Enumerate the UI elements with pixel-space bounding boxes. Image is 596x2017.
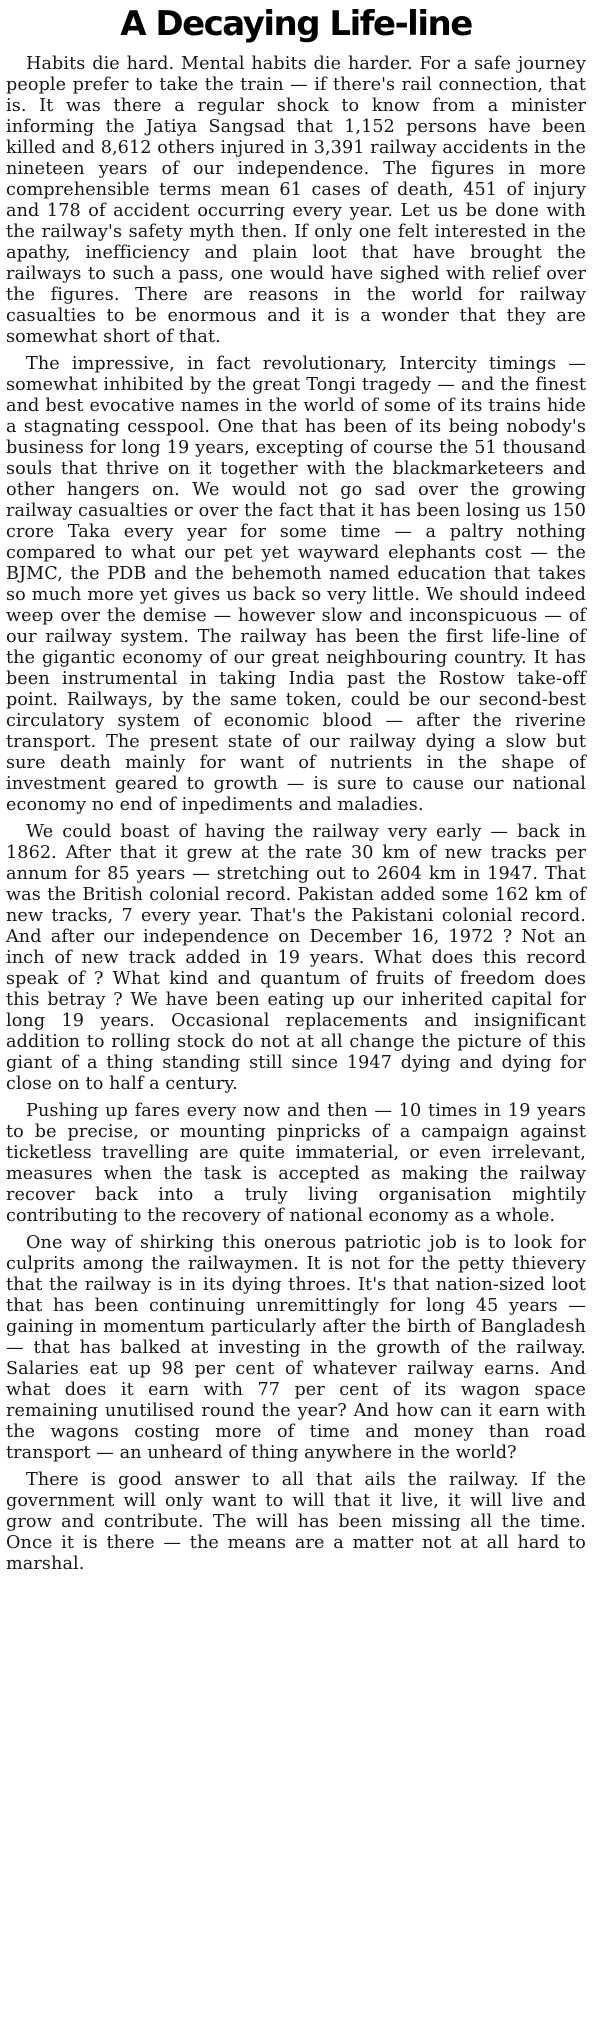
- article-paragraph-4: Pushing up fares every now and then — 10 times in 19 years to be precise, or mounting pinpricks of a campaign against ticketless travelling are quite immaterial, or even irrelevant, measures when the task is accepted as making the railway recover back into a truly living organisation mightily contributing to the recovery of national economy as a whole.: [6, 1101, 586, 1226]
- article-paragraph-2: The impressive, in fact revolutionary, Intercity timings — somewhat inhibited by the great Tongi tragedy — and the finest and best evocative names in the world of some of its trains hide a stagnating cesspool. One that has been of its being nobody's business for long 19 years, excepting of course the 51 thousand souls that thrive on it together with the blackmarketeers and other hangers on. We would not go sad over the growing railway casualties or over the fact that it has been losing us 150 crore Taka every year for some time — a paltry nothing compared to what our pet yet wayward elephants cost — the BJMC, the PDB and the behemoth named education that takes so much more yet gives us back so very little. We should indeed weep over the demise — however slow and inconspicuous — of our railway system. The railway has been the first life-line of the gigantic economy of our great neighbouring country. It has been instrumental in taking India past the Rostow take-off point. Railways, by the same token, could be our second-best circulatory system of economic blood — after the riverine transport. The present state of our railway dying a slow but sure death mainly for want of nutrients in the shape of investment geared to growth — is sure to cause our national economy no end of inpediments and maladies.: [6, 354, 586, 815]
- article-paragraph-1: Habits die hard. Mental habits die harder. For a safe journey people prefer to take the train — if there's rail connection, that is. It was there a regular shock to know from a minister informing the Jatiya Sangsad that 1,152 persons have been killed and 8,612 others injured in 3,391 railway accidents in the nineteen years of our independence. The figures in more comprehensible terms mean 61 cases of death, 451 of injury and 178 of accident occurring every year. Let us be done with the railway's safety myth then. If only one felt interested in the apathy, inefficiency and plain loot that have brought the railways to such a pass, one would have sighed with relief over the figures. There are reasons in the world for railway casualties to be enormous and it is a wonder that they are somewhat short of that.: [6, 54, 586, 347]
- article-paragraph-6: There is good answer to all that ails the railway. If the government will only want to will that it live, it will live and grow and contribute. The will has been missing all the time. Once it is there — the means are a matter not at all hard to marshal.: [6, 1470, 586, 1574]
- article-paragraph-3: We could boast of having the railway very early — back in 1862. After that it grew at the rate 30 km of new tracks per annum for 85 years — stretching out to 2604 km in 1947. That was the British colonial record. Pakistan added some 162 km of new tracks, 7 every year. That's the Pakistani colonial record. And after our independence on December 16, 1972 ? Not an inch of new track added in 19 years. What does this record speak of ? What kind and quantum of fruits of freedom does this betray ? We have been eating up our inherited capital for long 19 years. Occasional replacements and insignificant addition to rolling stock do not at all change the picture of this giant of a thing standing still since 1947 dying and dying for close on to half a century.: [6, 822, 586, 1094]
- article-headline: A Decaying Life-line: [120, 4, 472, 44]
- article-body: [6, 54, 586, 1575]
- article-paragraph-5: One way of shirking this onerous patriotic job is to look for culprits among the railwaymen. It is not for the petty thievery that the railway is in its dying throes. It's that nation-sized loot that has been continuing unremittingly for long 45 years — gaining in momentum particularly after the birth of Bangladesh — that has balked at investing in the growth of the railway. Salaries eat up 98 per cent of whatever railway earns. And what does it earn with 77 per cent of its wagon space remaining unutilised round the year? And how can it earn with the wagons costing more of time and money than road transport — an unheard of thing anywhere in the world?: [6, 1233, 586, 1463]
